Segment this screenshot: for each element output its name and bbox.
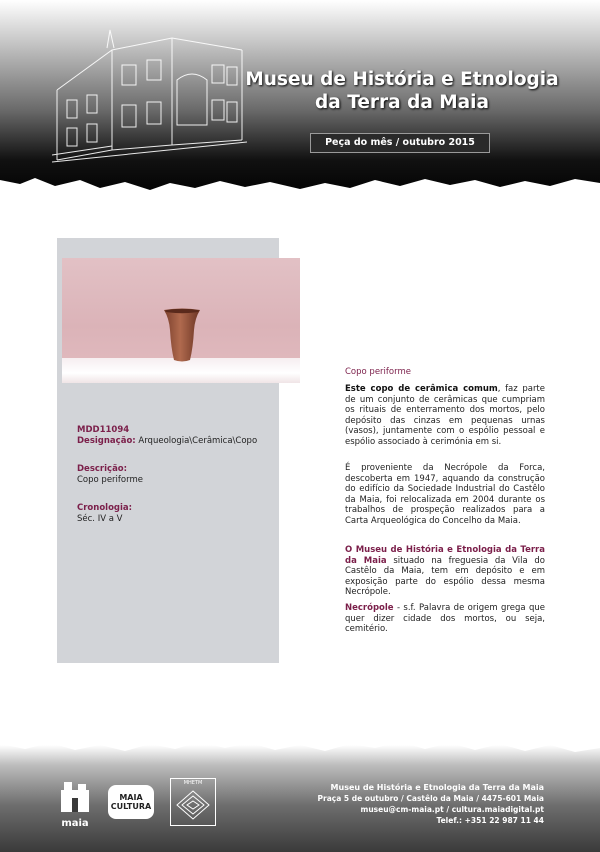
designacao-label: Designação: <box>77 435 136 446</box>
descricao-label: Descrição: <box>77 464 128 474</box>
cronologia-value: Séc. IV a V <box>77 513 123 524</box>
mhetm-diamond-icon <box>171 787 215 823</box>
designacao-value: Arqueologia\Cerâmica\Copo <box>138 435 258 446</box>
maia-cultura-logo <box>108 785 154 819</box>
maia-logo <box>58 778 92 828</box>
paragraph-3 <box>345 545 545 598</box>
footer-phone: Telef.: +351 22 987 11 44 <box>436 816 544 825</box>
artifact-id-block <box>77 425 277 446</box>
paragraph-4-text: - s.f. Palavra de origem grega que quer dizer cidade dos mortos, ou seja, cemitério. <box>345 603 545 634</box>
descricao-block <box>77 464 277 485</box>
footer-email-web[interactable]: museu@cm-maia.pt / cultura.maiadigital.pt <box>360 805 544 814</box>
ceramic-cup-image <box>162 308 202 363</box>
mhetm-logo <box>170 778 216 826</box>
content-heading: Copo periforme <box>345 367 411 377</box>
museum-title <box>232 68 572 114</box>
artifact-photo <box>62 258 300 383</box>
footer-contact <box>318 782 544 826</box>
cronologia-block <box>77 503 277 524</box>
footer-museum-name: Museu de História e Etnologia da Terra da Maia <box>330 783 544 792</box>
torn-paper-edge-top <box>0 170 600 210</box>
descricao-value: Copo periforme <box>77 474 143 485</box>
museum-title-line1: Museu de História e Etnologia <box>245 69 559 90</box>
footer-address: Praça 5 de outubro / Castêlo da Maia / 4475-601 Maia <box>317 794 544 803</box>
maia-logo-text: maia <box>61 818 89 829</box>
paragraph-1 <box>345 384 545 447</box>
cronologia-label: Cronologia: <box>77 503 133 513</box>
museum-title-line2: da Terra da Maia <box>315 92 489 113</box>
mhetm-logo-text: MHETM <box>183 780 203 786</box>
paragraph-4-highlight: Necrópole <box>345 603 394 613</box>
paragraph-2: É proveniente da Necrópole da Forca, descoberta em 1947, aquando da construção do edifício da Sociedade Industrial do Castêlo da Maia, foi relocalizada em 2004 durante os trabalhos de prospeção realizados para a Carta Arqueológica do Concelho da Maia. <box>345 463 545 526</box>
paragraph-3-text: situado na freguesia da Vila do Castêlo da Maia, tem em depósito e em exposição parte do espólio dessa mesma Necrópole. <box>345 555 545 597</box>
artifact-id: MDD11094 <box>77 425 130 435</box>
museum-building-illustration <box>52 20 247 165</box>
content-heading-block <box>345 367 545 378</box>
torn-paper-edge-bottom <box>0 730 600 760</box>
paragraph-4 <box>345 603 545 635</box>
maia-emblem-icon <box>58 778 92 814</box>
paragraph-1-text: , faz parte de um conjunto de cerâmicas que cumpriam os rituais de enterramento dos mortos, pelo depósito das cinzas em pequenas urnas (vasos), juntamente com o espólio pessoal e espólio associado à cerimónia em si. <box>345 384 545 447</box>
paragraph-1-bold: Este copo de cerâmica comum <box>345 384 498 394</box>
maia-cultura-text: MAIA CULTURA <box>110 793 152 811</box>
piece-of-month-badge: Peça do mês / outubro 2015 <box>310 133 490 153</box>
paragraph-3-highlight: O Museu de História e Etnologia da Terra da Maia <box>345 545 545 566</box>
